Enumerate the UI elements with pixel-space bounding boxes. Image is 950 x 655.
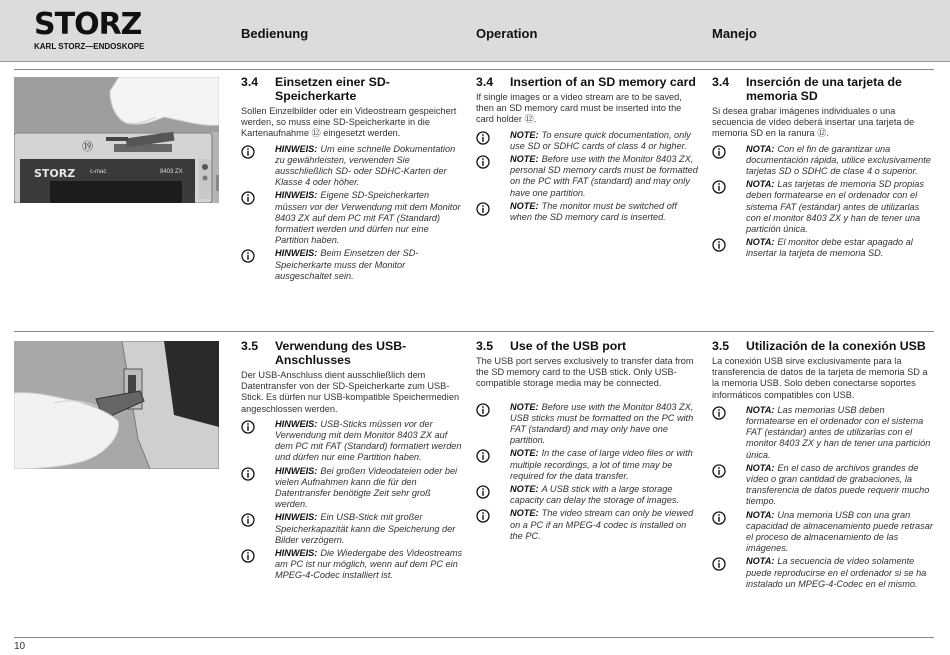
info-icon	[241, 144, 275, 189]
note	[476, 448, 698, 482]
section-3-4-english	[476, 75, 698, 225]
monitor-brand-label: STORZ	[34, 167, 76, 180]
section-body: La conexión USB sirve exclusivamente para la transferencia de datos de la tarjeta de memoria SD a la memoria USB. Solo deben conectarse soportes informáticos compatibles con USB.	[712, 356, 928, 400]
note-text: The monitor must be switched off when the SD memory card is inserted.	[510, 200, 677, 223]
info-icon	[241, 190, 275, 246]
section-body: Sollen Einzelbilder oder ein Videostream gespeichert werden, so muss eine SD-Speicherkarte in die Kartenaufnahme ⑫ eingesetzt werden.	[241, 106, 457, 139]
note	[476, 484, 698, 506]
monitor-usb-illustration	[14, 341, 219, 469]
section-number: 3.5	[476, 339, 494, 353]
note-label: NOTE:	[510, 508, 539, 519]
section-title	[476, 339, 698, 353]
info-icon	[476, 154, 510, 199]
section-heading: Insertion of an SD memory card	[510, 75, 696, 89]
note-label: NOTE:	[510, 401, 539, 412]
section-number: 3.5	[241, 339, 259, 353]
note-text: Before use with the Monitor 8403 ZX, personal SD memory cards must be formatted on the PC with FAT (standard) and may only have one partition.	[510, 154, 698, 198]
section-body: If single images or a video stream are to be saved, then an SD memory card must be inserted into the card holder ⑫.	[476, 92, 682, 125]
note	[476, 508, 698, 542]
info-icon	[476, 484, 510, 506]
note-label: HINWEIS:	[275, 512, 318, 523]
note-label: NOTE:	[510, 154, 539, 165]
note-text: Con el fin de garantizar una documentación rápida, utilice exclusivamente tarjetas SD o SDHC de clase 4 o superior.	[746, 143, 931, 177]
info-icon	[476, 402, 510, 447]
column-heading-spanish: Manejo	[712, 26, 757, 41]
note-label: NOTE:	[510, 448, 539, 459]
note-text: Bei großen Videodateien oder bei vielen Aufnahmen kann die für den Datentransfer benötigte Zeit sehr groß werden.	[275, 465, 458, 510]
section-body: The USB port serves exclusively to transfer data from the SD memory card to the USB stick. Only USB-compatible storage media may be connected.	[476, 356, 694, 389]
info-icon	[712, 463, 746, 508]
note	[476, 402, 698, 447]
note	[712, 463, 934, 508]
info-icon	[476, 508, 510, 542]
note	[712, 179, 934, 235]
note-label: HINWEIS:	[275, 548, 318, 559]
info-icon	[712, 510, 746, 555]
note	[241, 512, 463, 546]
note	[241, 248, 461, 282]
section-title	[241, 75, 461, 103]
note-label: NOTE:	[510, 200, 539, 211]
section-heading: Verwendung des USB-Anschlusses	[275, 339, 407, 367]
note-text: Las memorias USB deben formatearse en el ordenador con el sistema FAT (estándar) antes de utilizarlas con el monitor 8403 ZX y han de tener una partición única.	[746, 404, 931, 460]
section-title	[712, 75, 934, 103]
info-icon	[476, 448, 510, 482]
note-text: Eigene SD-Speicherkarten müssen vor der Verwendung mit dem Monitor 8403 ZX auf dem PC mit FAT (Standard) formatiert werden und dürfen nur eine Partition haben.	[275, 190, 461, 246]
note-label: NOTA:	[746, 143, 775, 154]
note	[241, 419, 463, 464]
section-heading: Utilización de la conexión USB	[746, 339, 926, 353]
column-heading-english: Operation	[476, 26, 538, 41]
note-text: To ensure quick documentation, only use SD or SDHC cards of class 4 or higher.	[510, 129, 691, 151]
note	[241, 190, 461, 246]
section-heading: Use of the USB port	[510, 339, 627, 353]
note	[712, 144, 934, 178]
note	[476, 201, 698, 223]
info-icon	[712, 237, 746, 259]
section-title	[241, 339, 463, 367]
note-label: NOTE:	[510, 129, 539, 140]
info-icon	[476, 201, 510, 223]
note-text: En el caso de archivos grandes de vídeo o gran cantidad de grabaciones, la transferencia de datos puede requerir mucho tiempo.	[746, 462, 930, 507]
photo-usb-stick-insertion	[14, 341, 219, 469]
note-text: Die Wiedergabe des Videostreams am PC ist nur möglich, wenn auf dem PC ein MPEG-4-Codec installiert ist.	[275, 548, 463, 581]
logo-subline: KARL STORZ—ENDOSKOPE	[34, 42, 145, 51]
note	[241, 548, 463, 582]
monitor-sd-card-illustration	[14, 77, 219, 203]
note-label: HINWEIS:	[275, 190, 318, 201]
section-3-4-german	[241, 75, 461, 284]
section-3-5-english	[476, 339, 698, 544]
column-heading-german: Bedienung	[241, 26, 309, 41]
note	[241, 466, 463, 511]
note-label: HINWEIS:	[275, 465, 318, 476]
note-text: Una memoria USB con una gran capacidad de almacenamiento puede retrasar el proceso de almacenamiento de las imágenes.	[746, 509, 933, 554]
note-label: NOTE:	[510, 484, 539, 495]
section-3-4-spanish	[712, 75, 934, 262]
note-label: HINWEIS:	[275, 418, 318, 429]
note-text: A USB stick with a large storage capacity can delay the storage of images.	[510, 484, 680, 506]
section-3-5-spanish	[712, 339, 934, 592]
monitor-model-left: c-mac	[90, 169, 107, 175]
note	[712, 510, 934, 555]
note-text: Beim Einsetzen der SD-Speicherkarte muss der Monitor ausgeschaltet sein.	[275, 248, 419, 281]
info-icon	[241, 248, 275, 282]
note	[712, 405, 934, 461]
section-title	[712, 339, 934, 353]
section-3-5-german	[241, 339, 463, 584]
info-icon	[241, 466, 275, 511]
note-label: HINWEIS:	[275, 248, 318, 259]
note	[476, 154, 698, 199]
note-text: Um eine schnelle Dokumentation zu gewährleisten, verwenden Sie ausschließlich SD- oder SDHC-Karten der Klasse 4 oder höher.	[275, 143, 456, 188]
section-body: Si desea grabar imágenes individuales o una secuencia de vídeo deberá insertar una tarjeta de memoria SD en la ranura ⑫.	[712, 106, 915, 139]
storz-logo	[34, 7, 146, 56]
note-text: Before use with the Monitor 8403 ZX, USB sticks must be formatted on the PC with FAT (standard) and may only have one partition.	[510, 401, 694, 446]
section-body: Der USB-Anschluss dient ausschließlich dem Datentransfer von der SD-Speicherkarte zum USB-Stick. Es dürfen nur USB-kompatible Speichermedien angeschlossen werden.	[241, 370, 460, 414]
note-label: NOTA:	[746, 237, 775, 248]
note-label: NOTA:	[746, 462, 775, 473]
note	[476, 130, 698, 152]
section-number: 3.4	[712, 75, 730, 89]
note-text: Ein USB-Stick mit großer Speicherkapazität kann die Speicherung der Bilder verzögern.	[275, 512, 456, 545]
info-icon	[241, 419, 275, 464]
info-icon	[712, 144, 746, 178]
info-icon	[712, 405, 746, 461]
section-heading: Inserción de una tarjeta de memoria SD	[746, 75, 902, 103]
logo-wordmark: STORZ	[34, 7, 142, 42]
info-icon	[241, 548, 275, 582]
info-icon	[712, 556, 746, 590]
note	[712, 237, 934, 259]
callout-number: ⑲	[82, 140, 93, 153]
page-number: 10	[14, 641, 26, 652]
note-text: The video stream can only be viewed on a PC if an MPEG-4 codec is installed on the PC.	[510, 508, 694, 541]
note-label: NOTA:	[746, 509, 775, 520]
info-icon	[476, 130, 510, 152]
note-text: El monitor debe estar apagado al insertar la tarjeta de memoria SD.	[746, 237, 913, 259]
divider-middle	[14, 331, 934, 332]
note	[712, 556, 934, 590]
info-icon	[241, 512, 275, 546]
header-band	[0, 0, 950, 62]
note-text: Las tarjetas de memoria SD propias deben formatearse en el ordenador con el sistema FAT (estándar) antes de utilizarlas con el monitor 8403 ZX y han de tener una partición única.	[746, 179, 924, 235]
note-text: USB-Sticks müssen vor der Verwendung mit dem Monitor 8403 ZX auf dem PC mit FAT (Standard) formatiert werden und dürfen nur eine Partition haben.	[275, 418, 462, 463]
section-heading: Einsetzen einer SD-Speicherkarte	[275, 75, 390, 103]
note-text: In the case of large video files or with multiple recordings, a lot of time may be required for the data transfer.	[510, 448, 693, 481]
note-text: La secuencia de vídeo solamente puede reproducirse en el ordenador si se ha instalado un MPEG-4-Codec en el mismo.	[746, 556, 927, 589]
note-label: HINWEIS:	[275, 143, 318, 154]
section-number: 3.5	[712, 339, 730, 353]
monitor-model-right: 8403 ZX	[160, 169, 183, 175]
divider-top	[14, 69, 934, 70]
note	[241, 144, 461, 189]
section-number: 3.4	[476, 75, 494, 89]
info-icon	[712, 179, 746, 235]
note-label: NOTA:	[746, 179, 775, 190]
section-number: 3.4	[241, 75, 259, 89]
divider-bottom	[14, 637, 934, 638]
photo-sd-card-insertion	[14, 77, 219, 203]
note-label: NOTA:	[746, 556, 775, 567]
note-label: NOTA:	[746, 404, 775, 415]
section-title	[476, 75, 698, 89]
